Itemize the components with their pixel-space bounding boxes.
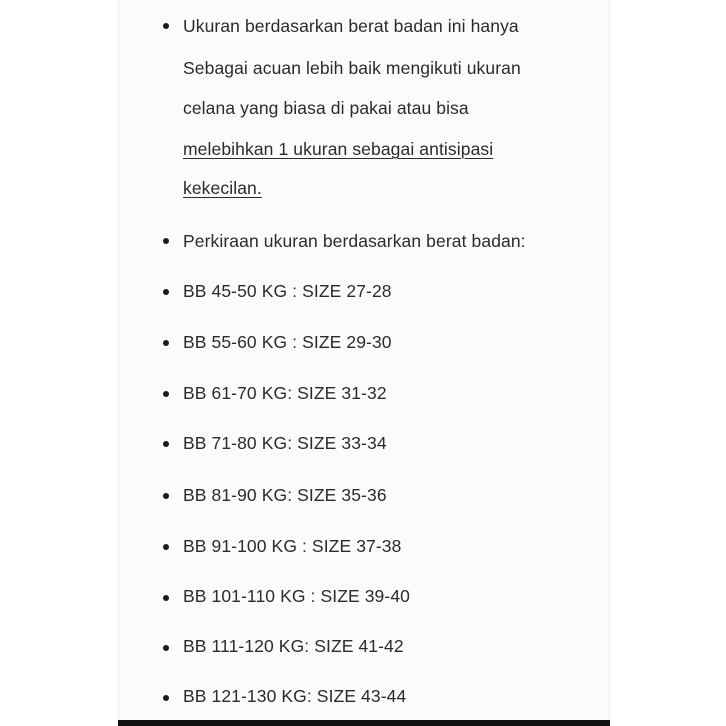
bullet-icon xyxy=(163,493,169,499)
bullet-icon xyxy=(163,23,169,29)
estimate-heading: Perkiraan ukuran berdasarkan berat badan: xyxy=(183,231,526,251)
note-line: Sebagai acuan lebih baik mengikuti ukuran xyxy=(183,58,521,78)
phone-screen xyxy=(118,0,610,726)
size-entry: BB 91-100 KG : SIZE 37-38 xyxy=(183,536,402,556)
size-entry: BB 61-70 KG: SIZE 31-32 xyxy=(183,383,387,403)
right-margin xyxy=(610,0,726,726)
bullet-icon xyxy=(163,391,169,397)
size-entry: BB 81-90 KG: SIZE 35-36 xyxy=(183,485,387,505)
left-margin xyxy=(0,0,118,726)
size-entry: BB 121-130 KG: SIZE 43-44 xyxy=(183,686,407,706)
note-line-underlined: kekecilan. xyxy=(183,178,262,198)
bullet-icon xyxy=(163,695,169,701)
note-line: celana yang biasa di pakai atau bisa xyxy=(183,98,469,118)
bullet-icon xyxy=(163,595,169,601)
size-entry: BB 55-60 KG : SIZE 29-30 xyxy=(183,332,392,352)
size-entry: BB 71-80 KG: SIZE 33-34 xyxy=(183,433,387,453)
screen-bottom-edge xyxy=(118,720,610,726)
bullet-icon xyxy=(163,238,169,244)
size-entry: BB 111-120 KG: SIZE 41-42 xyxy=(183,636,404,656)
size-entry: BB 101-110 KG : SIZE 39-40 xyxy=(183,586,410,606)
bullet-icon xyxy=(163,645,169,651)
size-entry: BB 45-50 KG : SIZE 27-28 xyxy=(183,281,392,301)
bullet-icon xyxy=(163,289,169,295)
note-line-underlined: melebihkan 1 ukuran sebagai antisipasi xyxy=(183,139,494,159)
bullet-icon xyxy=(163,544,169,550)
bullet-icon xyxy=(163,340,169,346)
bullet-icon xyxy=(163,441,169,447)
note-line: Ukuran berdasarkan berat badan ini hanya xyxy=(183,16,519,36)
